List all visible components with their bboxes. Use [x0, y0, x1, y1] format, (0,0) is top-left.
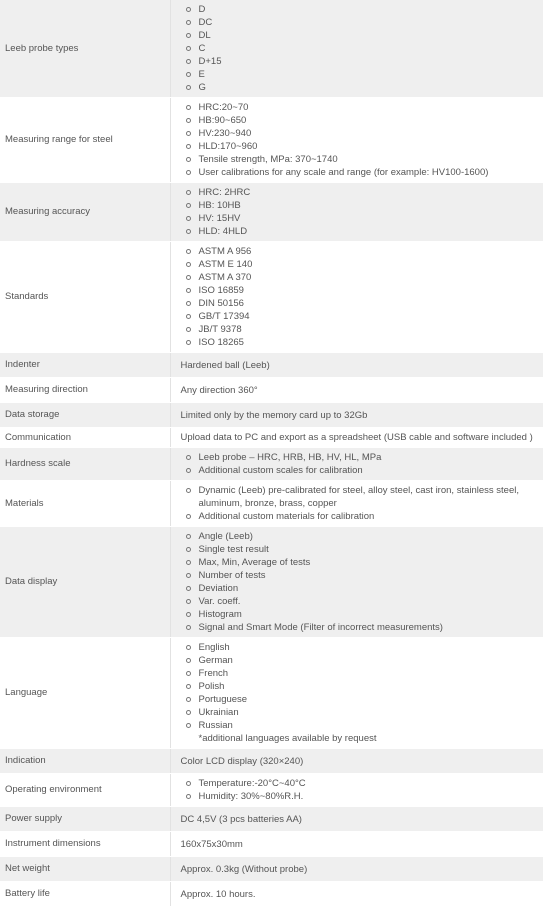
list-item: Dynamic (Leeb) pre-calibrated for steel, alloy steel, cast iron, stainless steel, aluminum, bronze, brass, copper [181, 484, 540, 510]
list-item: ISO 16859 [181, 284, 540, 297]
row-power-supply [0, 807, 543, 832]
list-item: Histogram [181, 608, 540, 621]
language-note: *additional languages available by request [198, 733, 377, 744]
list-item: Angle (Leeb) [181, 530, 540, 543]
row-value [170, 481, 543, 527]
list-item: HRC: 2HRC [181, 186, 540, 199]
row-value [170, 242, 543, 353]
list-item: ISO 18265 [181, 336, 540, 349]
row-value [170, 183, 543, 242]
row-label: Power supply [0, 807, 170, 832]
list-item: Temperature:-20°C~40°C [181, 777, 540, 790]
list-item: English [181, 641, 540, 654]
measuring-accuracy-list [181, 186, 540, 238]
row-instrument-dimensions [0, 832, 543, 857]
row-value: Approx. 0.3kg (Without probe) [170, 857, 543, 882]
list-item: Polish [181, 680, 540, 693]
operating-environment-list [181, 777, 540, 803]
row-label: Language [0, 638, 170, 749]
row-net-weight [0, 857, 543, 882]
row-measuring-accuracy [0, 183, 543, 242]
list-item: DC [181, 16, 540, 29]
row-value: Color LCD display (320×240) [170, 749, 543, 774]
row-standards [0, 242, 543, 353]
row-value: Approx. 10 hours. [170, 882, 543, 907]
list-item: ASTM A 956 [181, 245, 540, 258]
row-value: Any direction 360° [170, 378, 543, 403]
language-list [181, 641, 540, 732]
row-value [170, 638, 543, 749]
row-label: Net weight [0, 857, 170, 882]
list-item: C [181, 42, 540, 55]
list-item: Number of tests [181, 569, 540, 582]
row-language [0, 638, 543, 749]
row-value [170, 98, 543, 183]
row-value [170, 448, 543, 481]
list-item: GB/T 17394 [181, 310, 540, 323]
row-indenter [0, 353, 543, 378]
list-item: ASTM E 140 [181, 258, 540, 271]
row-label: Materials [0, 481, 170, 527]
row-measuring-range [0, 98, 543, 183]
row-label: Instrument dimensions [0, 832, 170, 857]
list-item: German [181, 654, 540, 667]
list-item: ASTM A 370 [181, 271, 540, 284]
list-item: DIN 50156 [181, 297, 540, 310]
row-operating-environment [0, 774, 543, 807]
row-label: Measuring range for steel [0, 98, 170, 183]
list-item: HV:230~940 [181, 127, 540, 140]
row-label: Measuring direction [0, 378, 170, 403]
list-item: HB: 10HB [181, 199, 540, 212]
row-label: Standards [0, 242, 170, 353]
row-indication [0, 749, 543, 774]
list-item: Humidity: 30%~80%R.H. [181, 790, 540, 803]
list-item: HLD:170~960 [181, 140, 540, 153]
materials-list [181, 484, 540, 523]
row-value: DC 4,5V (3 pcs batteries AA) [170, 807, 543, 832]
list-item: Ukrainian [181, 706, 540, 719]
list-item: Russian [181, 719, 540, 732]
row-label: Communication [0, 428, 170, 448]
row-label: Operating environment [0, 774, 170, 807]
list-item: Tensile strength, MPa: 370~1740 [181, 153, 540, 166]
row-label: Indication [0, 749, 170, 774]
list-item: HLD: 4HLD [181, 225, 540, 238]
row-value: Hardened ball (Leeb) [170, 353, 543, 378]
row-measuring-direction [0, 378, 543, 403]
row-label: Measuring accuracy [0, 183, 170, 242]
list-item: French [181, 667, 540, 680]
row-label: Hardness scale [0, 448, 170, 481]
row-value: 160x75x30mm [170, 832, 543, 857]
row-label: Indenter [0, 353, 170, 378]
measuring-range-list [181, 101, 540, 179]
list-item: Portuguese [181, 693, 540, 706]
row-value [170, 774, 543, 807]
leeb-probe-types-list [181, 3, 540, 94]
data-display-list [181, 530, 540, 634]
list-item: DL [181, 29, 540, 42]
row-value: Limited only by the memory card up to 32Gb [170, 403, 543, 428]
row-materials [0, 481, 543, 527]
row-data-display [0, 527, 543, 638]
list-item: D+15 [181, 55, 540, 68]
hardness-scale-list [181, 451, 540, 477]
list-item: D [181, 3, 540, 16]
row-value [170, 0, 543, 98]
row-label: Data display [0, 527, 170, 638]
list-item: JB/T 9378 [181, 323, 540, 336]
list-item: Max, Min, Average of tests [181, 556, 540, 569]
row-communication [0, 428, 543, 448]
list-item: HV: 15HV [181, 212, 540, 225]
list-item: HB:90~650 [181, 114, 540, 127]
list-item: G [181, 81, 540, 94]
row-label: Battery life [0, 882, 170, 907]
list-item: Deviation [181, 582, 540, 595]
list-item: Var. coeff. [181, 595, 540, 608]
row-label: Leeb probe types [0, 0, 170, 98]
list-item: Single test result [181, 543, 540, 556]
row-value: Upload data to PC and export as a spreadsheet (USB cable and software included ) [170, 428, 543, 448]
row-leeb-probe-types [0, 0, 543, 98]
list-item: HRC:20~70 [181, 101, 540, 114]
row-battery-life [0, 882, 543, 907]
list-item: Additional custom materials for calibration [181, 510, 540, 523]
list-item: E [181, 68, 540, 81]
row-data-storage [0, 403, 543, 428]
standards-list [181, 245, 540, 349]
list-item: Additional custom scales for calibration [181, 464, 540, 477]
row-hardness-scale [0, 448, 543, 481]
list-item: Signal and Smart Mode (Filter of incorrect measurements) [181, 621, 540, 634]
list-item: Leeb probe – HRC, HRB, HB, HV, HL, MPa [181, 451, 540, 464]
list-item: User calibrations for any scale and range (for example: HV100-1600) [181, 166, 540, 179]
row-label: Data storage [0, 403, 170, 428]
row-value [170, 527, 543, 638]
